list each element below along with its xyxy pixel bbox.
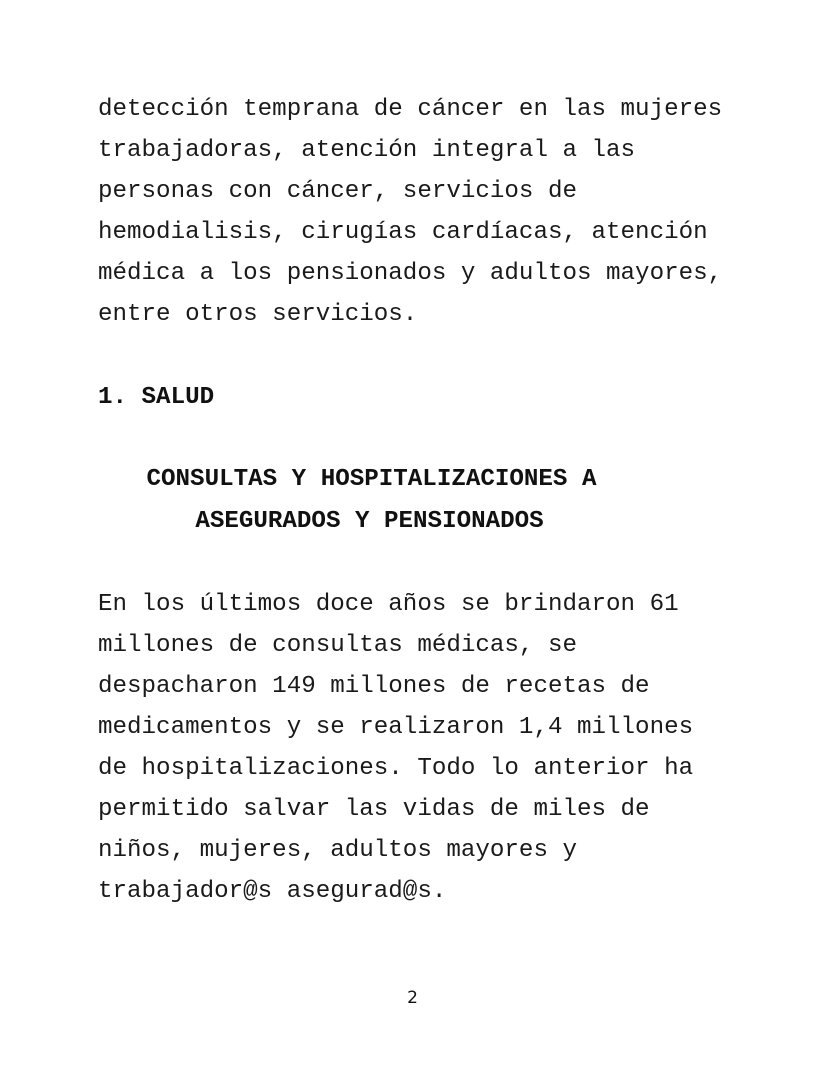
page-number: 2: [407, 988, 418, 1008]
text-line: detección temprana de cáncer en las mujeres: [98, 96, 723, 123]
text-line: médica a los pensionados y adultos mayores,: [98, 260, 723, 287]
text-line: niños, mujeres, adultos mayores y: [98, 837, 577, 864]
text-line: millones de consultas médicas, se: [98, 632, 577, 659]
text-line: trabajador@s asegurad@s.: [98, 878, 447, 905]
section-heading: 1. SALUD: [98, 384, 215, 411]
subsection-title-line: ASEGURADOS Y PENSIONADOS: [195, 508, 544, 535]
text-line: despacharon 149 millones de recetas de: [98, 673, 650, 700]
text-line: medicamentos y se realizaron 1,4 millones: [98, 714, 694, 741]
text-line: personas con cáncer, servicios de: [98, 178, 577, 205]
text-line: de hospitalizaciones. Todo lo anterior ha: [98, 755, 694, 782]
text-line: permitido salvar las vidas de miles de: [98, 796, 650, 823]
text-line: entre otros servicios.: [98, 301, 418, 328]
text-line: En los últimos doce años se brindaron 61: [98, 591, 679, 618]
subsection-title-line: CONSULTAS Y HOSPITALIZACIONES A: [146, 466, 597, 493]
text-line: trabajadoras, atención integral a las: [98, 137, 636, 164]
text-line: hemodialisis, cirugías cardíacas, atención: [98, 219, 708, 246]
